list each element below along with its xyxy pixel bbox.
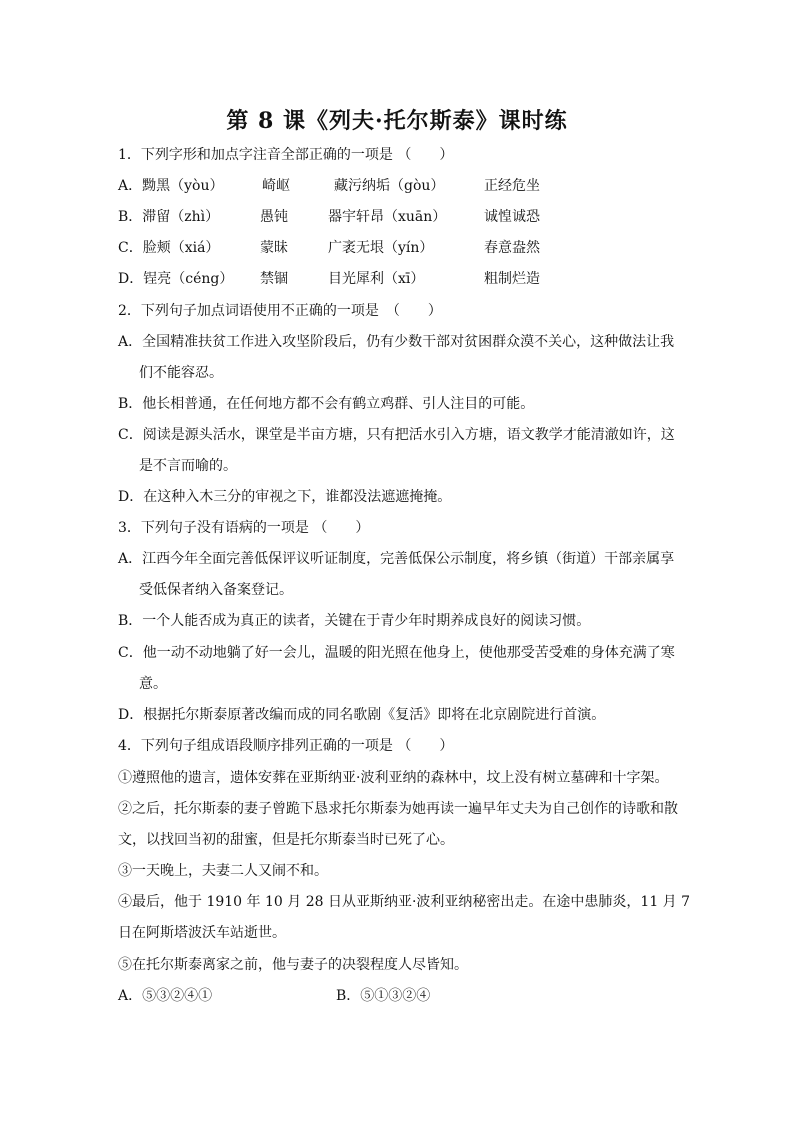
q2-option-a-line2: 们不能容忍。 (139, 365, 223, 381)
q4-option-a: A．⑤③②④① (118, 988, 213, 1004)
q3-option-c-line2: 意。 (139, 676, 167, 692)
q1-option-c-label: C．脸颊（xiá） (118, 240, 220, 256)
q1-option-d-b: 禁锢 (260, 271, 288, 287)
q1-option-a-c: 藏污纳垢（gòu） (334, 178, 445, 194)
q4-sentence-4-line1: ④最后，他于 1910 年 10 月 28 日从亚斯纳亚·波利亚纳秘密出走。在途中患肺炎，11 月 7 (118, 894, 691, 910)
q3-option-c-line1: C．他一动不动地躺了好一会儿，温暖的阳光照在他身上，使他那受苦受难的身体充满了寒 (118, 645, 675, 661)
q3-option-a-line1: A．江西今年全面完善低保评议听证制度，完善低保公示制度，将乡镇（街道）干部亲属享 (118, 551, 675, 567)
q1-option-d-label: D．锃亮（céng） (118, 271, 234, 287)
q1-option-d-c: 目光犀利（xī） (328, 271, 425, 287)
q4-option-b: B．⑤①③②④ (336, 988, 431, 1004)
q1-option-a-b: 崎岖 (262, 178, 290, 194)
q2-option-c-line1: C．阅读是源头活水，课堂是半亩方塘，只有把活水引入方塘，语文教学才能清澈如许，这 (118, 427, 675, 443)
q1-option-d-d: 粗制烂造 (484, 271, 540, 287)
q4-sentence-4-line2: 日在阿斯塔波沃车站逝世。 (118, 925, 286, 941)
q2-option-c-line2: 是不言而喻的。 (139, 458, 237, 474)
q4-sentence-1: ①遵照他的遗言，遗体安葬在亚斯纳亚·波利亚纳的森林中，坟上没有树立墓碑和十字架。 (118, 770, 669, 786)
q4-sentence-3: ③一天晚上，夫妻二人又闹不和。 (118, 863, 328, 879)
q1-option-b-d: 诚惶诚恐 (484, 209, 540, 225)
q4-sentence-2-line1: ②之后，托尔斯泰的妻子曾跪下恳求托尔斯泰为她再读一遍早年丈夫为自己创作的诗歌和散 (118, 801, 678, 817)
q1-option-b-b: 愚钝 (260, 209, 288, 225)
q2-option-b: B．他长相普通，在任何地方都不会有鹤立鸡群、引人注目的可能。 (118, 396, 535, 412)
q1-option-c-c: 广袤无垠（yín） (328, 240, 434, 256)
q2-option-a-line1: A．全国精准扶贫工作进入攻坚阶段后，仍有少数干部对贫困群众漠不关心，这种做法让我 (118, 334, 675, 350)
q3-stem: 3．下列句子没有语病的一项是 （ ） (118, 520, 370, 536)
q3-option-b: B．一个人能否成为真正的读者，关键在于青少年时期养成良好的阅读习惯。 (118, 613, 591, 629)
q1-option-a-d: 正经危坐 (484, 178, 540, 194)
page-title: 第 8 课《列夫·托尔斯泰》课时练 (226, 108, 568, 134)
q2-stem: 2．下列句子加点词语使用不正确的一项是 （ ） (118, 303, 442, 319)
q2-option-d: D．在这种入木三分的审视之下，谁都没法遮遮掩掩。 (118, 489, 452, 505)
q1-option-b-label: B．滞留（zhì） (118, 209, 220, 225)
q3-option-d: D．根据托尔斯泰原著改编而成的同名歌剧《复活》即将在北京剧院进行首演。 (118, 707, 606, 723)
q1-option-c-d: 春意盎然 (484, 240, 540, 256)
q4-sentence-2-line2: 文，以找回当初的甜蜜，但是托尔斯泰当时已死了心。 (118, 832, 454, 848)
q3-option-a-line2: 受低保者纳入备案登记。 (139, 582, 293, 598)
q1-option-c-b: 蒙昧 (260, 240, 288, 256)
q4-sentence-5: ⑤在托尔斯泰离家之前，他与妻子的决裂程度人尽皆知。 (118, 957, 468, 973)
q4-stem: 4．下列句子组成语段顺序排列正确的一项是 （ ） (118, 738, 454, 754)
q1-option-a-label: A．黝黑（yòu） (118, 178, 224, 194)
q1-option-b-c: 器宇轩昂（xuān） (328, 209, 447, 225)
q1-stem: 1．下列字形和加点字注音全部正确的一项是 （ ） (118, 147, 454, 163)
